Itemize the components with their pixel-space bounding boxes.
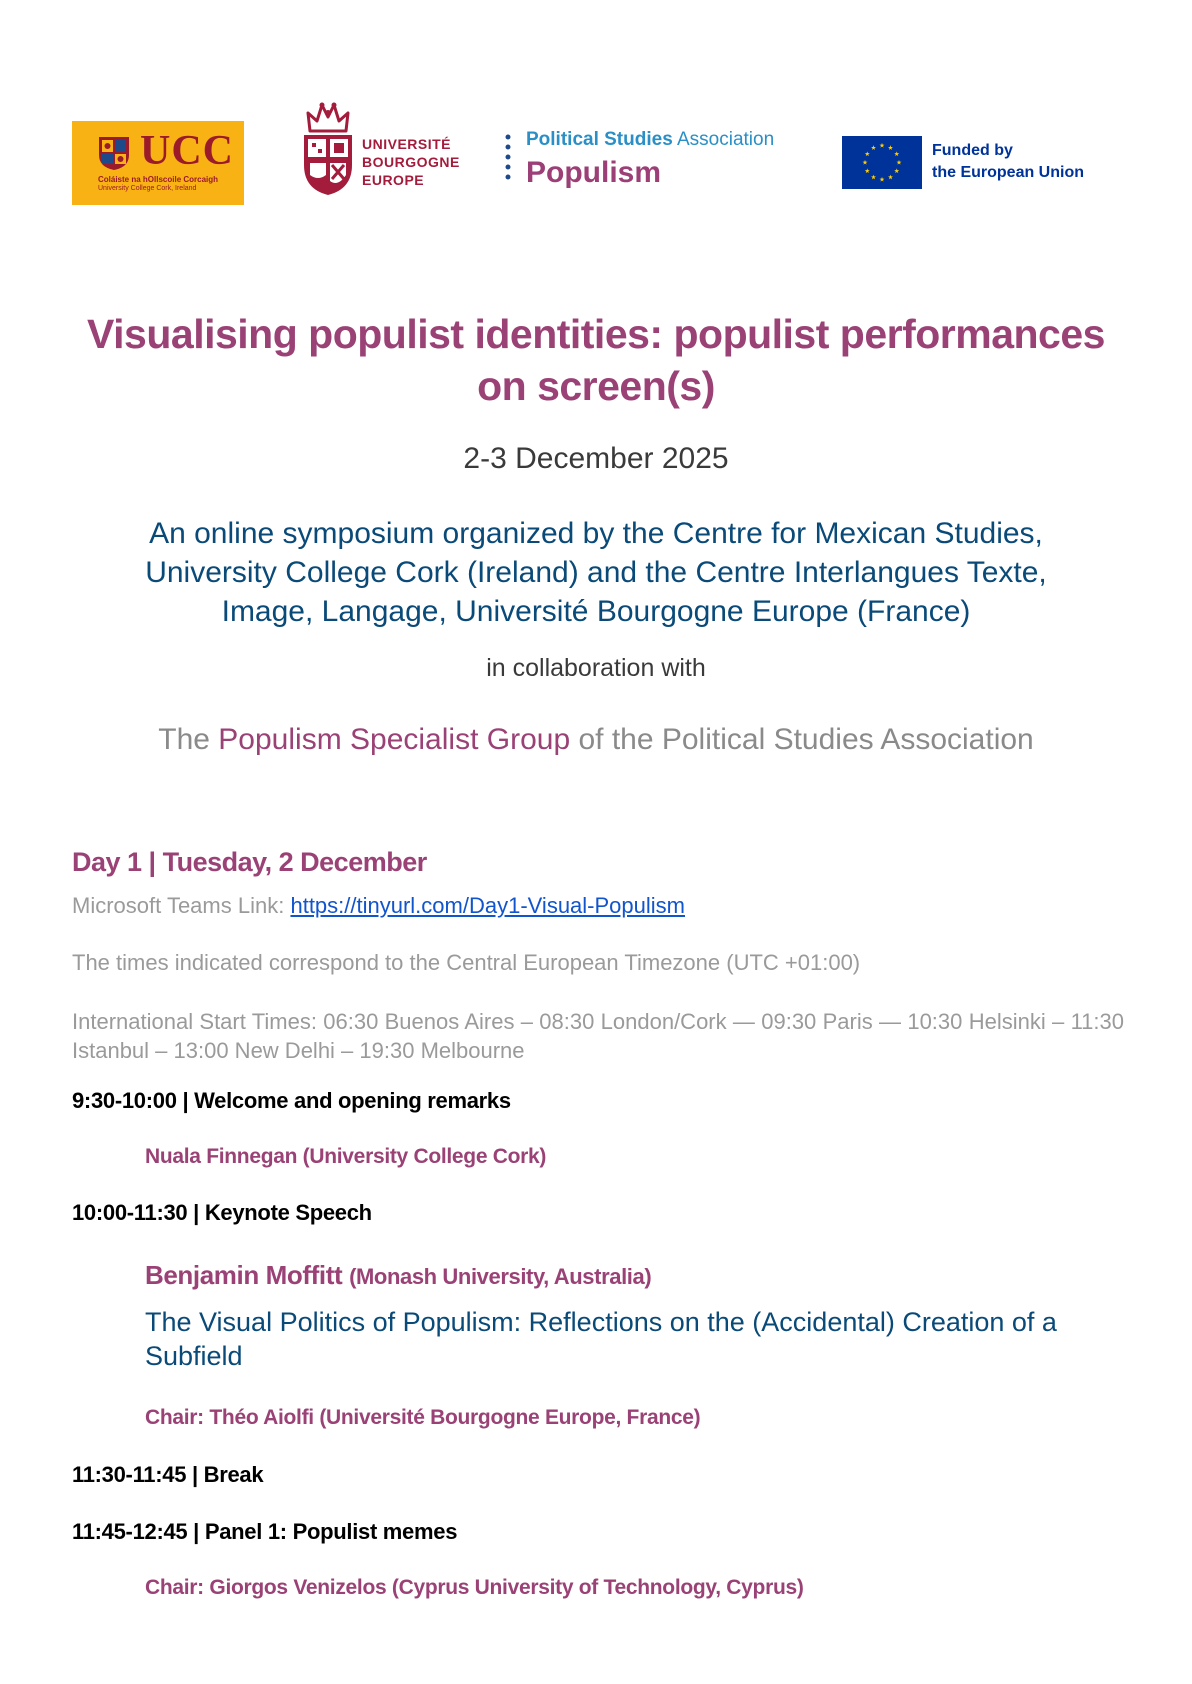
ucc-logo bbox=[72, 121, 244, 205]
day1-heading: Day 1 | Tuesday, 2 December bbox=[72, 847, 427, 877]
teams-link-label: Microsoft Teams Link: bbox=[72, 893, 285, 918]
ube-line2: BOURGOGNE bbox=[362, 154, 460, 170]
ucc-crest-icon bbox=[97, 135, 131, 171]
psa-name-bold: Political Studies bbox=[526, 129, 673, 150]
psa-association-name bbox=[526, 129, 774, 151]
group-prefix: The bbox=[158, 723, 210, 756]
ube-logo bbox=[302, 101, 472, 197]
slot-welcome: 9:30-10:00 | Welcome and opening remarks bbox=[72, 1088, 511, 1113]
psa-dots-icon bbox=[505, 134, 511, 186]
keynote-speaker-affiliation: (Monash University, Australia) bbox=[349, 1264, 652, 1289]
teams-link-row bbox=[72, 893, 685, 919]
organizer-line3: Image, Langage, Université Bourgogne Europe (France) bbox=[221, 595, 971, 628]
ube-crest-icon bbox=[302, 101, 354, 197]
ucc-wordmark: UCC bbox=[140, 128, 234, 174]
international-start-times: International Start Times: 06:30 Buenos Aires – 08:30 London/Cork — 09:30 Paris — 10:30 Helsinki – 11:30 Istanbul – 13:00 New Delhi – 19:30 Melbourne bbox=[72, 1009, 1124, 1063]
collaboration-label: in collaboration with bbox=[486, 654, 706, 682]
slot-break: 11:30-11:45 | Break bbox=[72, 1462, 264, 1487]
eu-flag-icon bbox=[842, 136, 922, 189]
keynote-title: The Visual Politics of Populism: Reflections on the (Accidental) Creation of a Subfield bbox=[145, 1307, 1057, 1371]
ucc-subtitle-irish: Coláiste na hOllscoile Corcaigh bbox=[98, 175, 219, 184]
ube-wordmark bbox=[362, 135, 460, 189]
event-title-line1: Visualising populist identities: populist performances bbox=[87, 311, 1105, 357]
teams-link[interactable]: https://tinyurl.com/Day1-Visual-Populism bbox=[290, 893, 685, 918]
eu-funded-text bbox=[932, 140, 1084, 184]
eu-funding-logo bbox=[842, 136, 1122, 190]
event-title bbox=[60, 308, 1132, 412]
welcome-speaker: Nuala Finnegan (University College Cork) bbox=[145, 1145, 547, 1168]
eu-line2: the European Union bbox=[932, 164, 1084, 181]
organizer-line1: An online symposium organized by the Centre for Mexican Studies, bbox=[149, 517, 1043, 550]
panel1-chair: Chair: Giorgos Venizelos (Cyprus University of Technology, Cyprus) bbox=[145, 1576, 804, 1599]
event-date: 2-3 December 2025 bbox=[463, 442, 729, 475]
keynote-chair: Chair: Théo Aiolfi (Université Bourgogne Europe, France) bbox=[145, 1406, 701, 1429]
group-suffix: of the Political Studies Association bbox=[578, 723, 1034, 756]
group-name: Populism Specialist Group bbox=[218, 723, 571, 756]
organizer-line2: University College Cork (Ireland) and the Centre Interlangues Texte, bbox=[145, 556, 1047, 589]
psa-populism-wordmark: Populism bbox=[526, 156, 662, 189]
ube-line3: EUROPE bbox=[362, 172, 425, 188]
keynote-speaker bbox=[145, 1260, 651, 1291]
ucc-subtitle-english: University College Cork, Ireland bbox=[98, 185, 197, 192]
psa-name-regular: Association bbox=[677, 129, 775, 150]
organizer-description bbox=[60, 514, 1132, 631]
eu-line1: Funded by bbox=[932, 142, 1013, 159]
ube-line1: UNIVERSITÉ bbox=[362, 136, 452, 152]
event-title-line2: on screen(s) bbox=[477, 363, 715, 409]
keynote-speaker-name: Benjamin Moffitt bbox=[145, 1260, 343, 1290]
timezone-note: The times indicated correspond to the Central European Timezone (UTC +01:00) bbox=[72, 950, 861, 975]
slot-keynote: 10:00-11:30 | Keynote Speech bbox=[72, 1200, 372, 1225]
psa-populism-logo bbox=[505, 128, 805, 192]
collaborating-group bbox=[60, 723, 1132, 757]
slot-panel1: 11:45-12:45 | Panel 1: Populist memes bbox=[72, 1519, 458, 1544]
